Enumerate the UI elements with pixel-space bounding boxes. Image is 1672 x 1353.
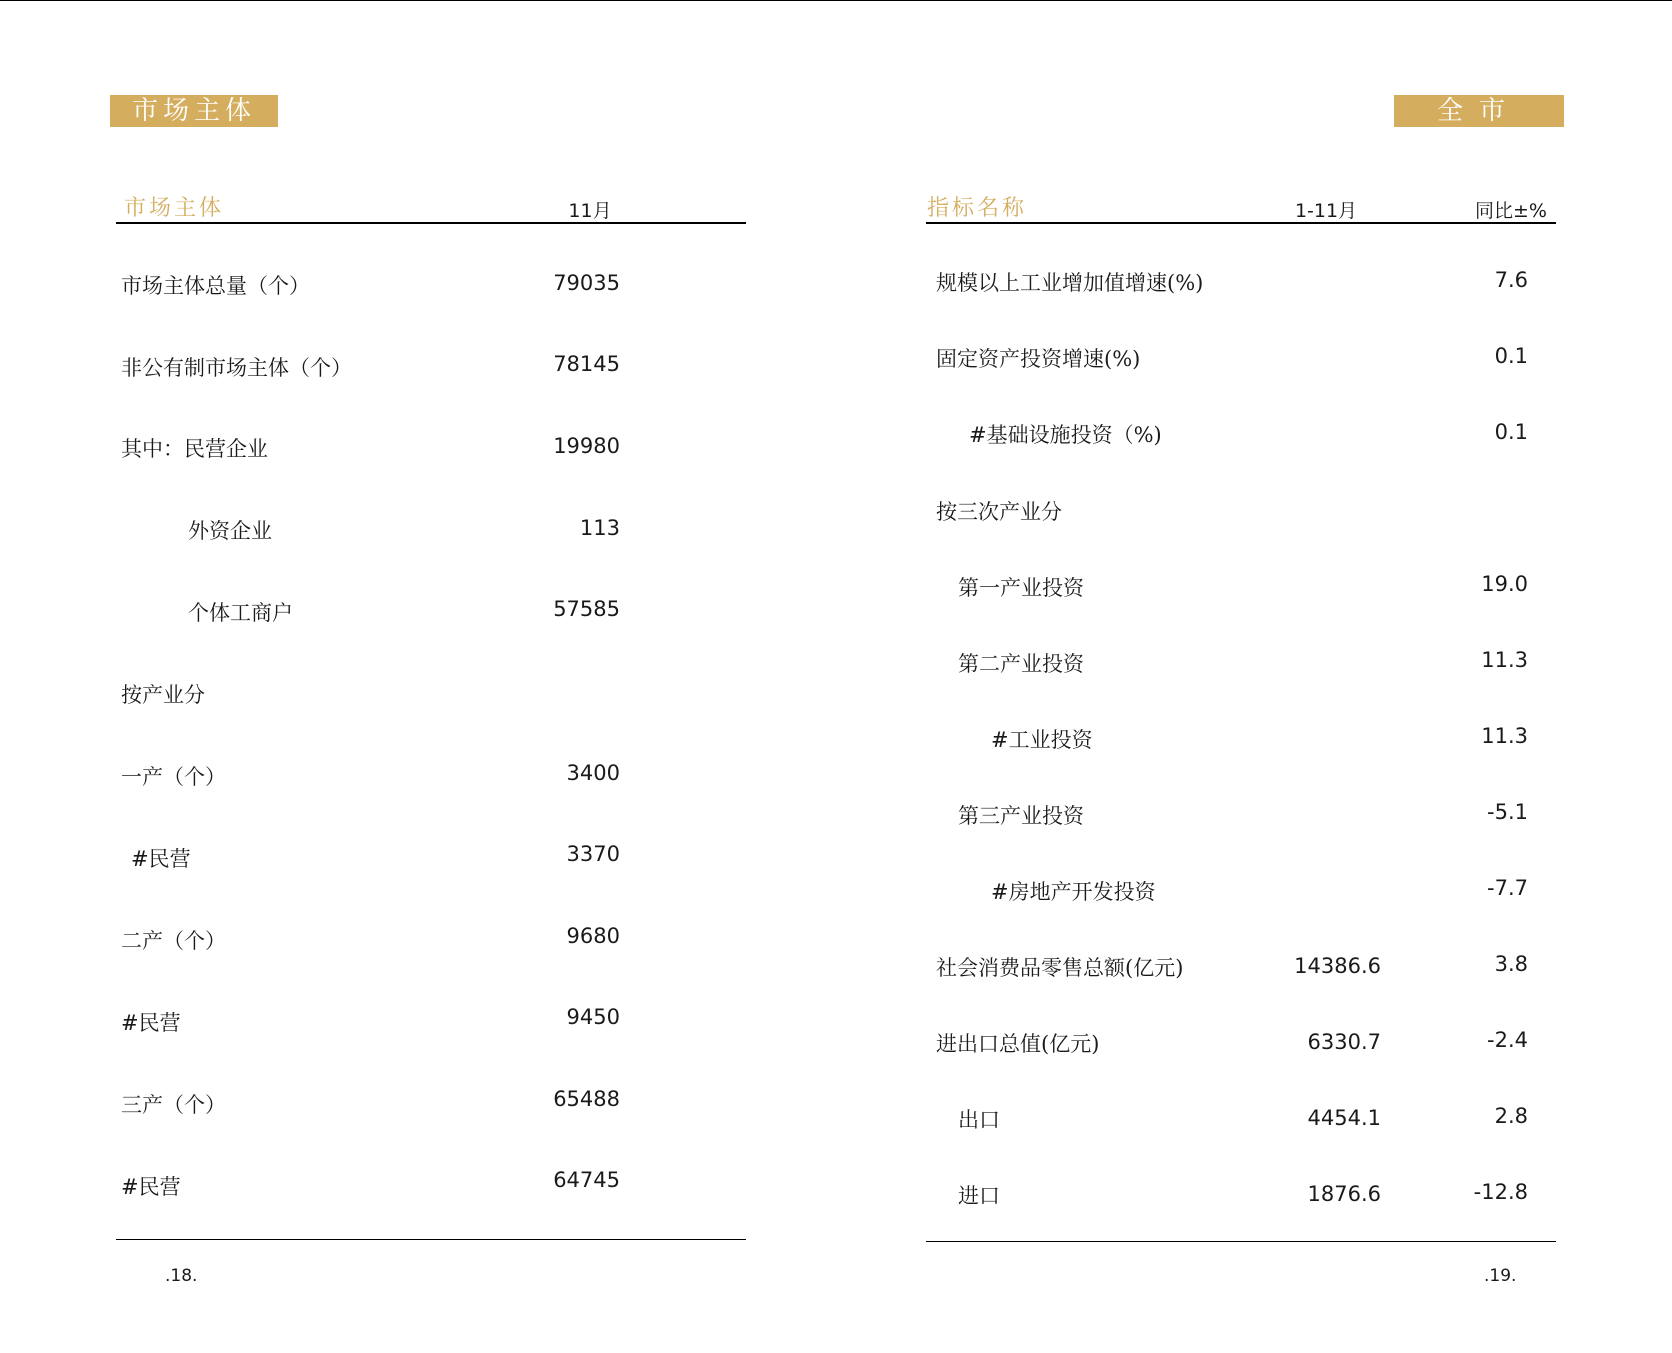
row-label-tertiary: 三产（个） (121, 1093, 226, 1117)
section-tab-market-entities: 市场主体 (110, 95, 278, 127)
row-value-private: 19980 (553, 434, 620, 458)
row-value-secondary: 9680 (566, 924, 620, 948)
row-label-infrastructure: #基础设施投资（%) (969, 423, 1162, 447)
row-label-secondary-private: #民营 (121, 1011, 181, 1035)
column-header-indicator: 指标名称 (927, 196, 1028, 221)
row-label-trade-total: 进出口总值(亿元) (936, 1032, 1100, 1056)
row-value-total: 79035 (553, 271, 620, 295)
row-label-primary-private: #民营 (131, 847, 191, 871)
row-yoy-retail-sales: 3.8 (1494, 952, 1528, 976)
row-label-exports: 出口 (958, 1108, 1000, 1132)
row-yoy-industrial-growth: 7.6 (1494, 268, 1528, 292)
row-label-nonpublic: 非公有制市场主体（个） (121, 356, 352, 380)
row-label-primary: 一产（个） (121, 765, 226, 789)
column-header-period: 1-11月 (1294, 200, 1358, 222)
row-label-industrial-growth: 规模以上工业增加值增速(%) (936, 271, 1204, 295)
right-page (836, 0, 1672, 1353)
row-label-foreign: 外资企业 (188, 519, 272, 543)
row-value-tertiary-private: 64745 (553, 1168, 620, 1192)
row-label-real-estate: #房地产开发投资 (991, 880, 1156, 904)
row-label-by-sector: 按三次产业分 (936, 500, 1062, 524)
row-label-imports: 进口 (958, 1184, 1000, 1208)
header-rule (116, 222, 746, 224)
row-label-industrial-investment: #工业投资 (991, 728, 1093, 752)
row-value-foreign: 113 (579, 516, 620, 540)
page-number: .19. (1484, 1266, 1517, 1286)
row-yoy-trade-total: -2.4 (1487, 1028, 1528, 1052)
row-yoy-exports: 2.8 (1494, 1104, 1528, 1128)
row-label-tertiary-investment: 第三产业投资 (958, 804, 1084, 828)
row-label-primary-investment: 第一产业投资 (958, 576, 1084, 600)
row-value-primary-private: 3370 (566, 842, 620, 866)
row-value-retail-sales: 14386.6 (1294, 954, 1381, 978)
row-value-nonpublic: 78145 (553, 352, 620, 376)
row-yoy-real-estate: -7.7 (1487, 876, 1528, 900)
row-label-private: 其中：民营企业 (121, 437, 268, 461)
row-value-imports: 1876.6 (1307, 1182, 1381, 1206)
row-value-exports: 4454.1 (1307, 1106, 1381, 1130)
row-yoy-secondary-investment: 11.3 (1481, 648, 1528, 672)
row-yoy-fixed-asset: 0.1 (1494, 344, 1528, 368)
row-label-by-industry: 按产业分 (121, 683, 205, 707)
row-value-tertiary: 65488 (553, 1087, 620, 1111)
column-header-month: 11月 (568, 200, 612, 222)
column-header-yoy: 同比±% (1475, 200, 1547, 222)
row-label-retail-sales: 社会消费品零售总额(亿元) (936, 956, 1184, 980)
row-value-secondary-private: 9450 (566, 1005, 620, 1029)
header-rule (926, 222, 1556, 224)
row-label-tertiary-private: #民营 (121, 1175, 181, 1199)
row-value-trade-total: 6330.7 (1307, 1030, 1381, 1054)
row-label-fixed-asset: 固定资产投资增速(%) (936, 347, 1141, 371)
row-value-primary: 3400 (566, 761, 620, 785)
row-yoy-imports: -12.8 (1473, 1180, 1528, 1204)
column-header-entity: 市场主体 (124, 196, 225, 221)
footer-rule (116, 1239, 746, 1240)
row-label-total: 市场主体总量（个） (121, 274, 310, 298)
footer-rule (926, 1241, 1556, 1242)
row-yoy-infrastructure: 0.1 (1494, 420, 1528, 444)
row-label-secondary-investment: 第二产业投资 (958, 652, 1084, 676)
row-yoy-industrial-investment: 11.3 (1481, 724, 1528, 748)
row-yoy-tertiary-investment: -5.1 (1487, 800, 1528, 824)
page-number: .18. (165, 1266, 198, 1286)
section-tab-city: 全市 (1394, 95, 1564, 127)
row-label-individual: 个体工商户 (188, 601, 293, 625)
row-label-secondary: 二产（个） (121, 929, 226, 953)
row-yoy-primary-investment: 19.0 (1481, 572, 1528, 596)
row-value-individual: 57585 (553, 597, 620, 621)
